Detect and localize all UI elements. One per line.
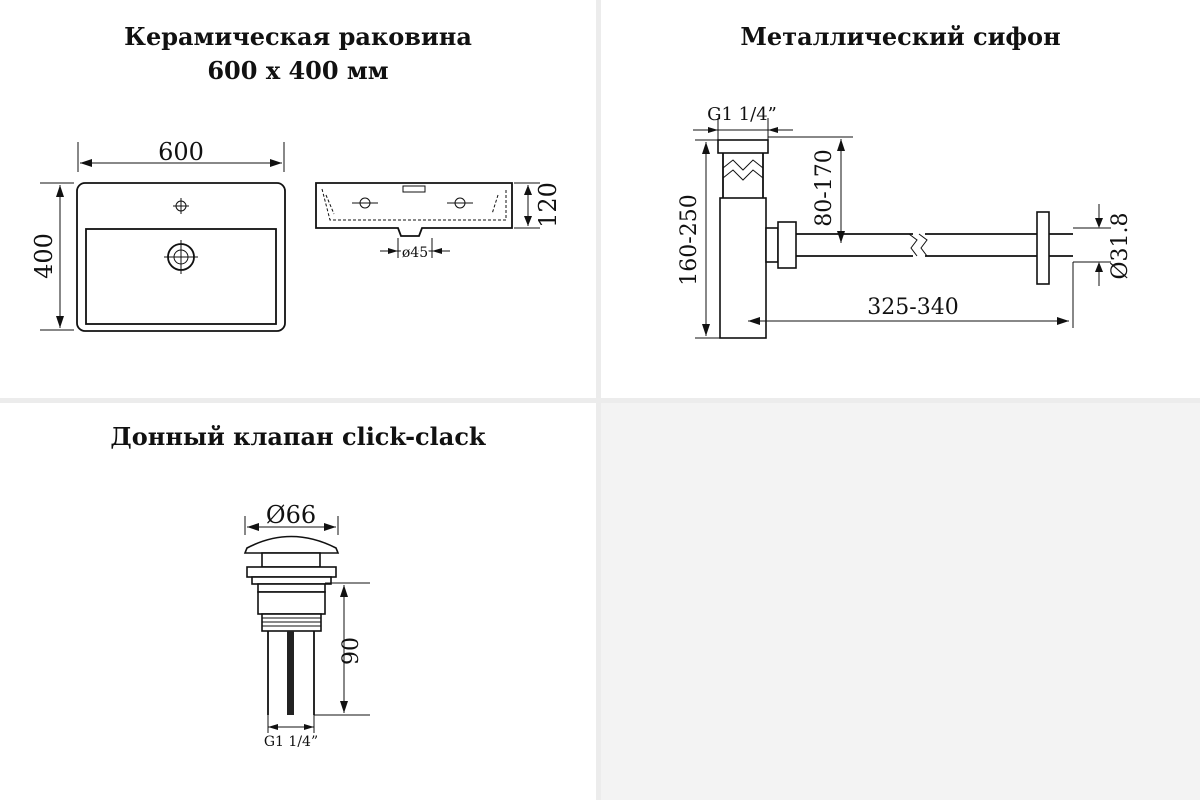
siphon-length-label: 325-340 — [867, 295, 959, 320]
valve-cap-label: Ø66 — [265, 501, 317, 529]
siphon-drop-label: 80-170 — [812, 149, 837, 227]
siphon-body — [720, 198, 766, 338]
sink-drawing — [0, 0, 596, 398]
valve-title: Донный клапан click-clack — [110, 422, 486, 451]
valve-cap — [245, 537, 338, 554]
siphon-thread-label: G1 1/4” — [707, 104, 777, 125]
valve-panel — [0, 403, 596, 800]
sink-height-label: 400 — [30, 233, 58, 279]
siphon-height-label: 160-250 — [677, 194, 702, 286]
valve-stem — [287, 631, 294, 715]
siphon-top-nut — [718, 140, 768, 153]
valve-thread-label: G1 1/4” — [263, 734, 319, 750]
valve-drawing — [0, 403, 596, 800]
siphon-panel — [601, 0, 1200, 398]
sink-title-line2: 600 x 400 мм — [207, 56, 389, 85]
siphon-drawing — [601, 0, 1200, 398]
sink-depth-label: 120 — [534, 182, 562, 228]
sink-width-label: 600 — [158, 138, 204, 166]
siphon-wall-flange — [1037, 212, 1049, 284]
sink-drain-label: ø45 — [401, 245, 429, 261]
empty-panel — [601, 403, 1200, 800]
siphon-diameter-label: Ø31.8 — [1108, 212, 1133, 280]
sink-side-view — [316, 183, 512, 236]
valve-flange — [247, 567, 336, 577]
siphon-outlet-nut — [778, 222, 796, 268]
siphon-title: Металлический сифон — [740, 22, 1061, 51]
valve-height-label: 90 — [339, 637, 364, 665]
sink-panel — [0, 0, 596, 398]
sink-title-line1: Керамическая раковина — [124, 22, 472, 51]
